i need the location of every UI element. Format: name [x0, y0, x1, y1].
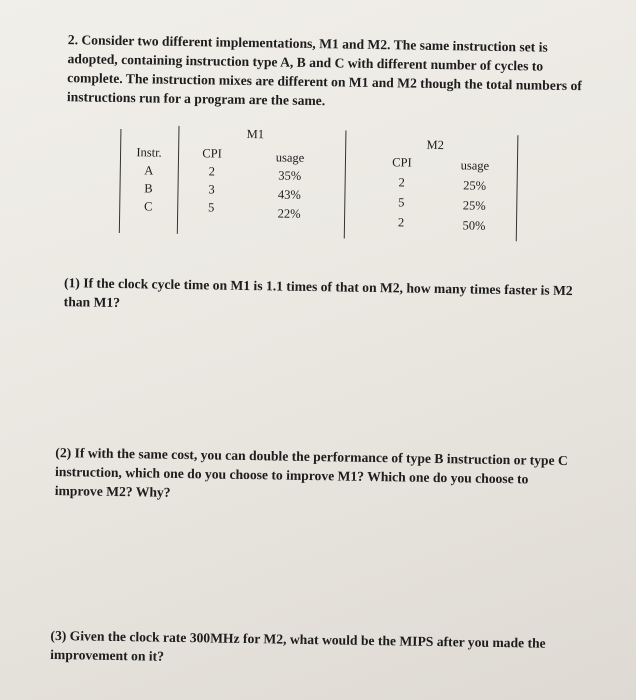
m1-usage-header: usage — [275, 150, 305, 165]
instr-b: B — [144, 181, 153, 196]
table-divider-rule — [344, 131, 347, 239]
worksheet — [50, 30, 590, 664]
m2-cpi-a: 2 — [398, 175, 405, 190]
m1-cpi-a: 2 — [208, 164, 216, 179]
m2-cpi-b: 5 — [398, 195, 405, 210]
instr-header: Instr. — [136, 145, 162, 160]
m2-usage-c: 50% — [462, 218, 486, 233]
m1-cpi-b: 3 — [208, 182, 215, 197]
m1-usage-c: 22% — [277, 206, 301, 221]
m2-usage-b: 25% — [462, 198, 486, 213]
m2-usage-header: usage — [460, 158, 490, 173]
question-1: (1) If the clock cycle time on M1 is 1.1 times of that on M2, how many times faster is M2 than M1? — [63, 275, 573, 311]
table-right-rule — [516, 135, 519, 241]
question-2: (2) If with the same cost, you can double the performance of type B instruction or type C instruction, which one do you choose to improve M1? Which one do you choose to improve M2? Why? — [54, 445, 568, 500]
m2-usage-a: 25% — [463, 178, 487, 193]
instr-c: C — [143, 199, 153, 214]
problem-intro: 2. Consider two different implementations, M1 and M2. The same instruction set is adopted, containing instruction type A, B and C with different number of cycles to complete. The instruction mixes are different on M1 and M2 though the total numbers of instructions run for a program are the same. — [66, 32, 582, 109]
m2-cpi-header: CPI — [392, 155, 412, 170]
m1-cpi-c: 5 — [207, 200, 215, 215]
m1-cpi-header: CPI — [202, 146, 222, 161]
m1-usage-b: 43% — [277, 187, 302, 202]
instruction-mix-table — [119, 125, 521, 243]
m2-header: M2 — [426, 137, 445, 153]
table-instr-rule — [177, 126, 180, 234]
m1-header: M1 — [246, 126, 265, 142]
m2-cpi-c: 2 — [397, 215, 405, 230]
question-3: (3) Given the clock rate 300MHz for M2, what would be the MIPS after you made the improvement on it? — [50, 627, 546, 664]
m1-usage-a: 35% — [278, 168, 302, 183]
instr-a: A — [144, 163, 154, 178]
